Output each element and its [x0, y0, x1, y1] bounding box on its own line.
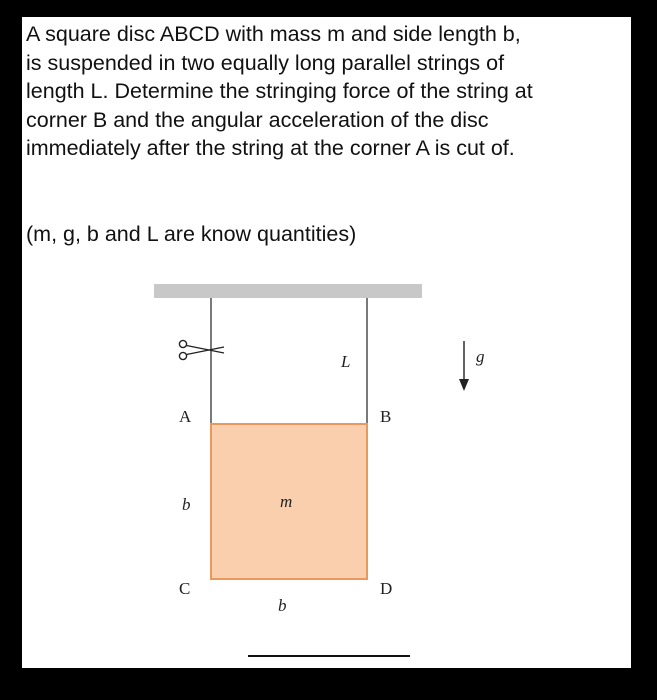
- label-corner-d: D: [380, 579, 393, 598]
- scissors-icon: [179, 340, 224, 359]
- problem-line-5: immediately after the string at the corner A is cut of.: [26, 136, 515, 161]
- problem-line-3: length L. Determine the stringing force of the string at: [26, 79, 533, 104]
- label-corner-b: B: [380, 407, 392, 426]
- label-string-length: L: [341, 352, 351, 371]
- label-side-bottom: b: [278, 596, 287, 615]
- problem-line-4: corner B and the angular acceleration of the disc: [26, 107, 489, 132]
- problem-panel: [22, 17, 631, 668]
- problem-line-2: is suspended in two equally long parallel strings of: [26, 50, 505, 75]
- label-corner-c: C: [179, 579, 191, 598]
- known-quantities: (m, g, b and L are know quantities): [26, 222, 357, 246]
- label-gravity: g: [476, 347, 485, 366]
- problem-line-1: A square disc ABCD with mass m and side length b,: [26, 22, 521, 46]
- disc-diagram: [22, 17, 631, 668]
- label-mass: m: [280, 492, 293, 511]
- arrow-down-icon: [459, 341, 469, 391]
- ceiling-support: [154, 284, 422, 298]
- label-side-left: b: [182, 495, 191, 514]
- label-corner-a: A: [179, 407, 192, 426]
